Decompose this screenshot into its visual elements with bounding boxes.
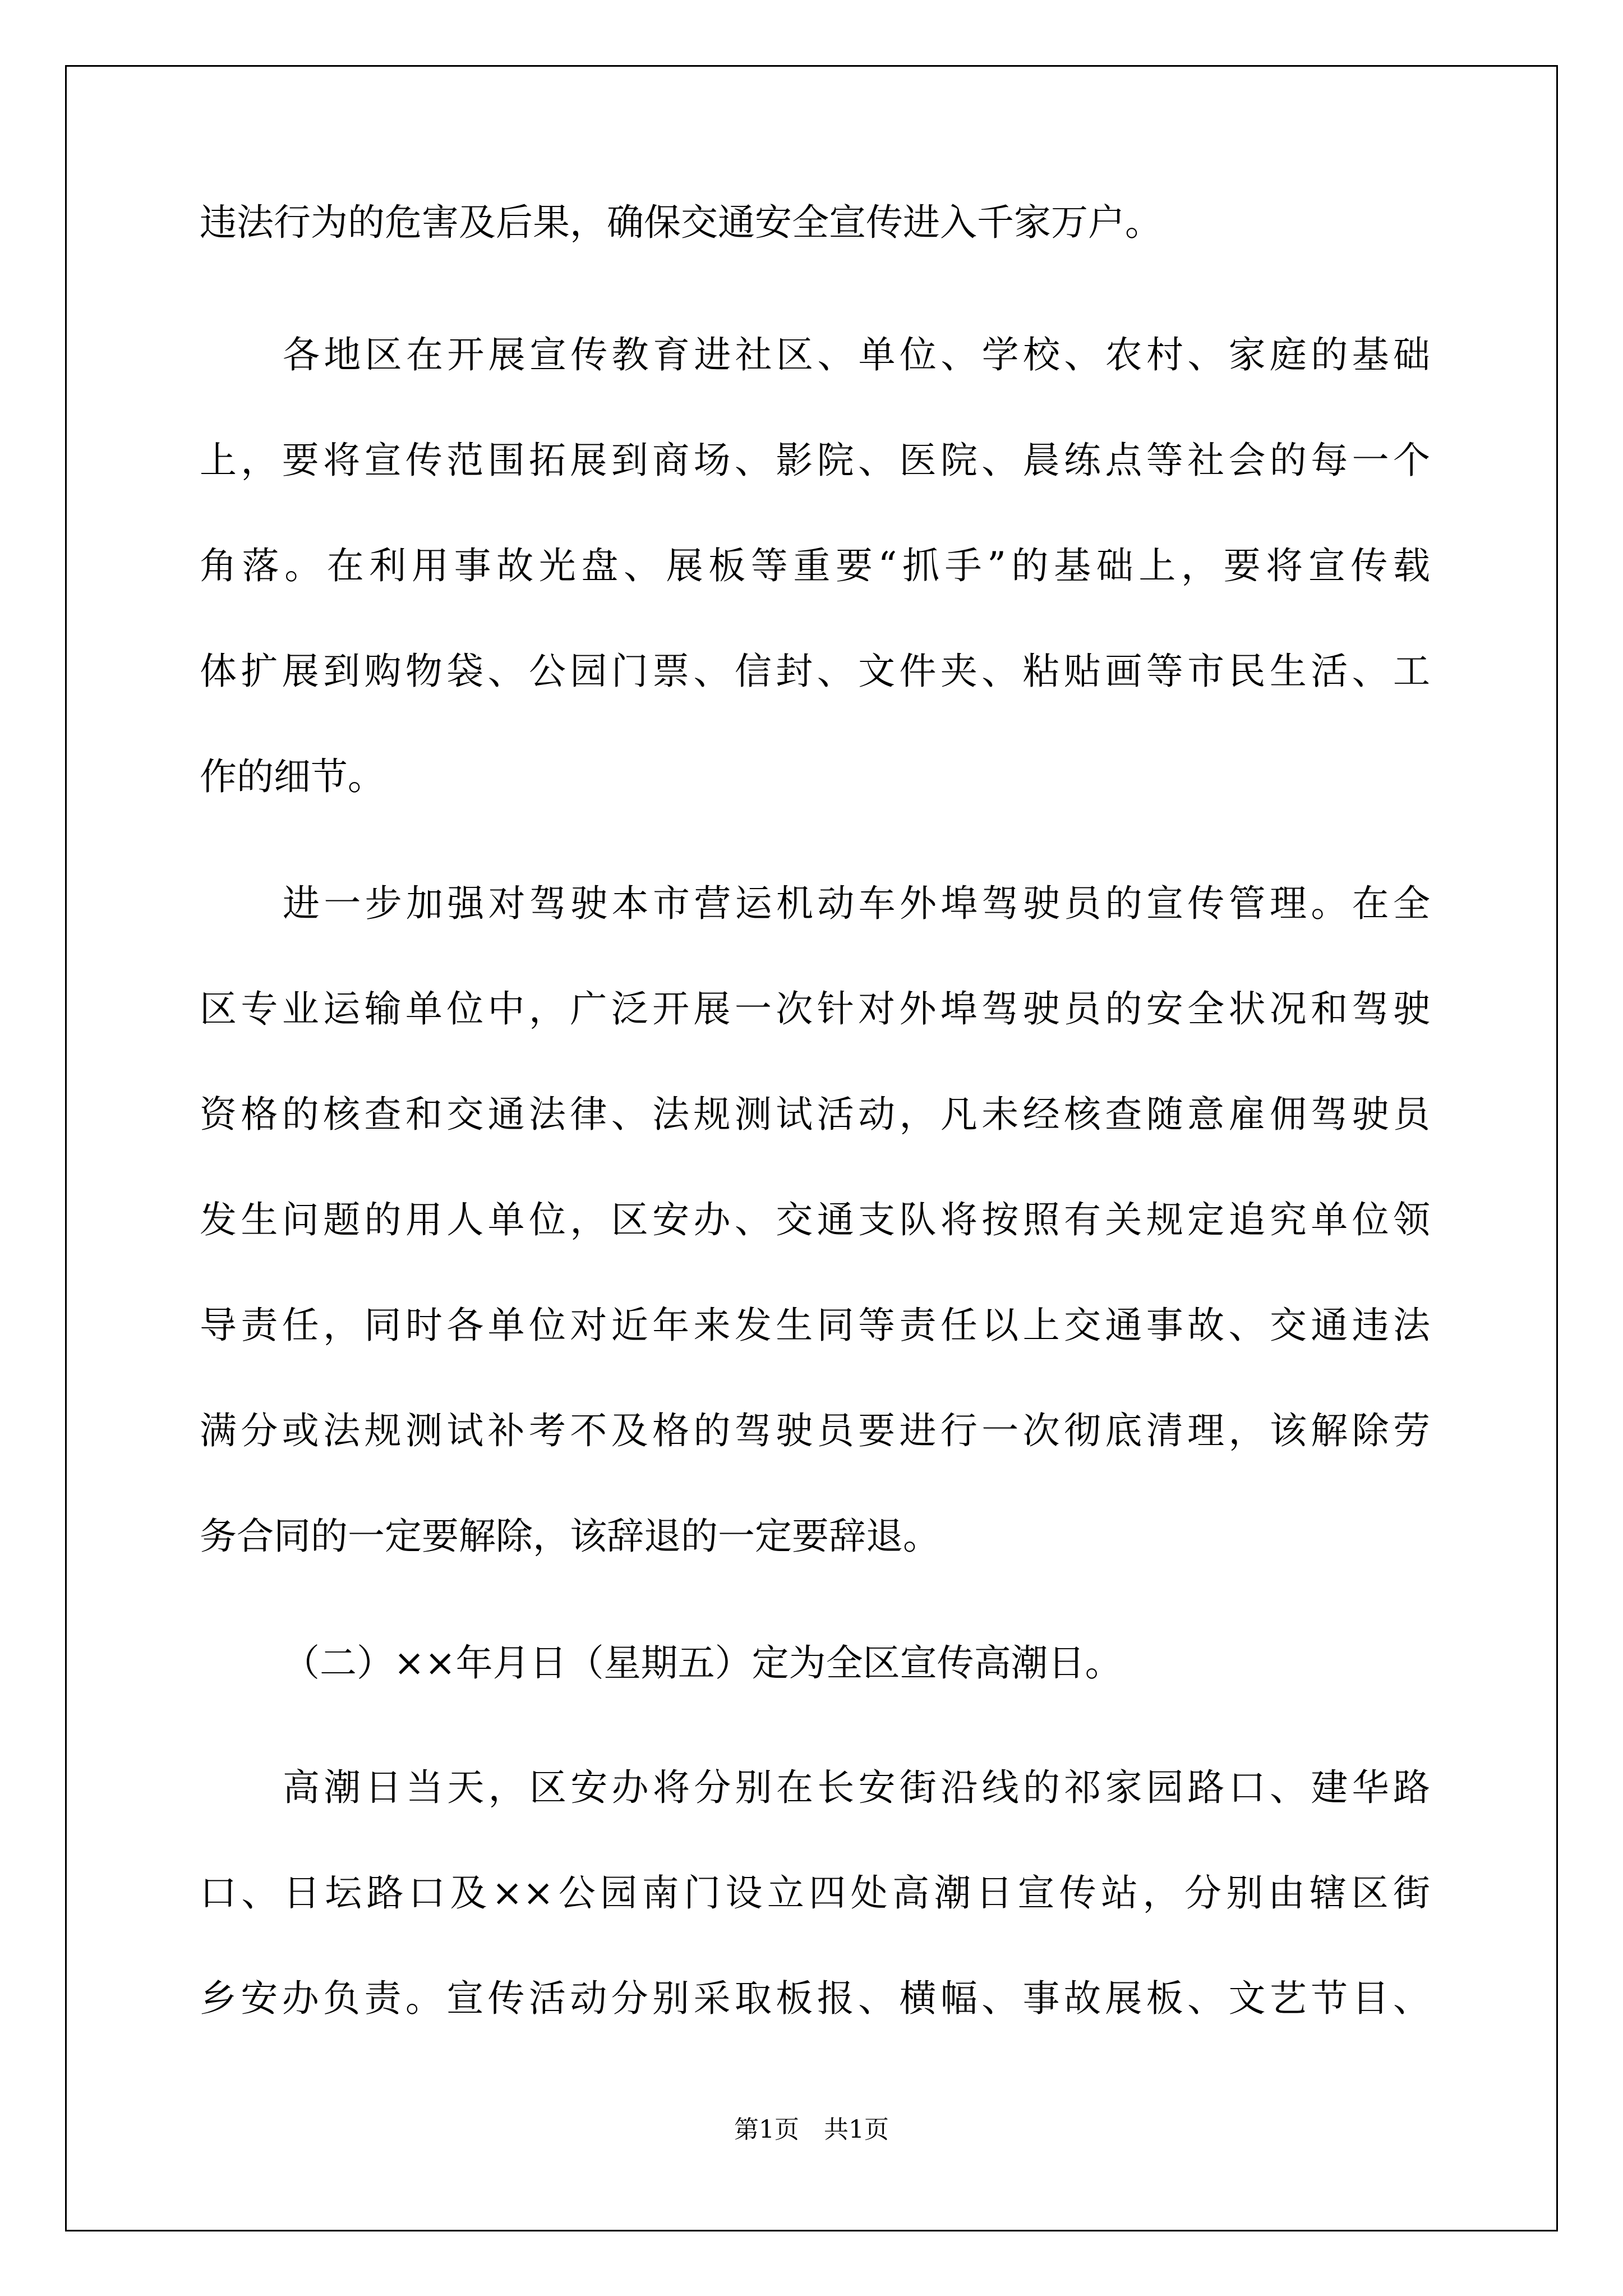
- text-line: 务合同的一定要解除，该辞退的一定要辞退。: [200, 1515, 940, 1558]
- text-line: 乡安办负责。宣传活动分别采取板报、横幅、事故展板、文艺节目、: [200, 1977, 1430, 2020]
- text-line: 体扩展到购物袋、公园门票、信封、文件夹、粘贴画等市民生活、工: [200, 650, 1430, 693]
- text-line: 发生问题的用人单位，区安办、交通支队将按照有关规定追究单位领: [200, 1198, 1430, 1241]
- text-line: 口、日坛路口及××公园南门设立四处高潮日宣传站，分别由辖区街: [200, 1871, 1430, 1915]
- text-line: 资格的核查和交通法律、法规测试活动，凡未经核查随意雇佣驾驶员: [200, 1093, 1430, 1136]
- text-line: 违法行为的危害及后果，确保交通安全宣传进入千家万户。: [200, 201, 1162, 244]
- text-line: 角落。在利用事故光盘、展板等重要“抓手”的基础上，要将宣传载: [200, 544, 1430, 587]
- text-line: 各地区在开展宣传教育进社区、单位、学校、农村、家庭的基础: [283, 333, 1430, 376]
- text-line: 进一步加强对驾驶本市营运机动车外埠驾驶员的宣传管理。在全: [283, 882, 1430, 925]
- text-line: 高潮日当天，区安办将分别在长安街沿线的祁家园路口、建华路: [283, 1766, 1430, 1809]
- text-line: 满分或法规测试补考不及格的驾驶员要进行一次彻底清理，该解除劳: [200, 1409, 1430, 1452]
- text-line: 上，要将宣传范围拓展到商场、影院、医院、晨练点等社会的每一个: [200, 439, 1430, 482]
- page-footer: 第1页 共1页: [734, 2115, 889, 2144]
- text-line: 作的细节。: [200, 755, 385, 798]
- section-heading: （二）××年月日（星期五）定为全区宣传高潮日。: [283, 1641, 1122, 1685]
- text-line: 导责任，同时各单位对近年来发生同等责任以上交通事故、交通违法: [200, 1304, 1430, 1347]
- text-line: 区专业运输单位中，广泛开展一次针对外埠驾驶员的安全状况和驾驶: [200, 987, 1430, 1030]
